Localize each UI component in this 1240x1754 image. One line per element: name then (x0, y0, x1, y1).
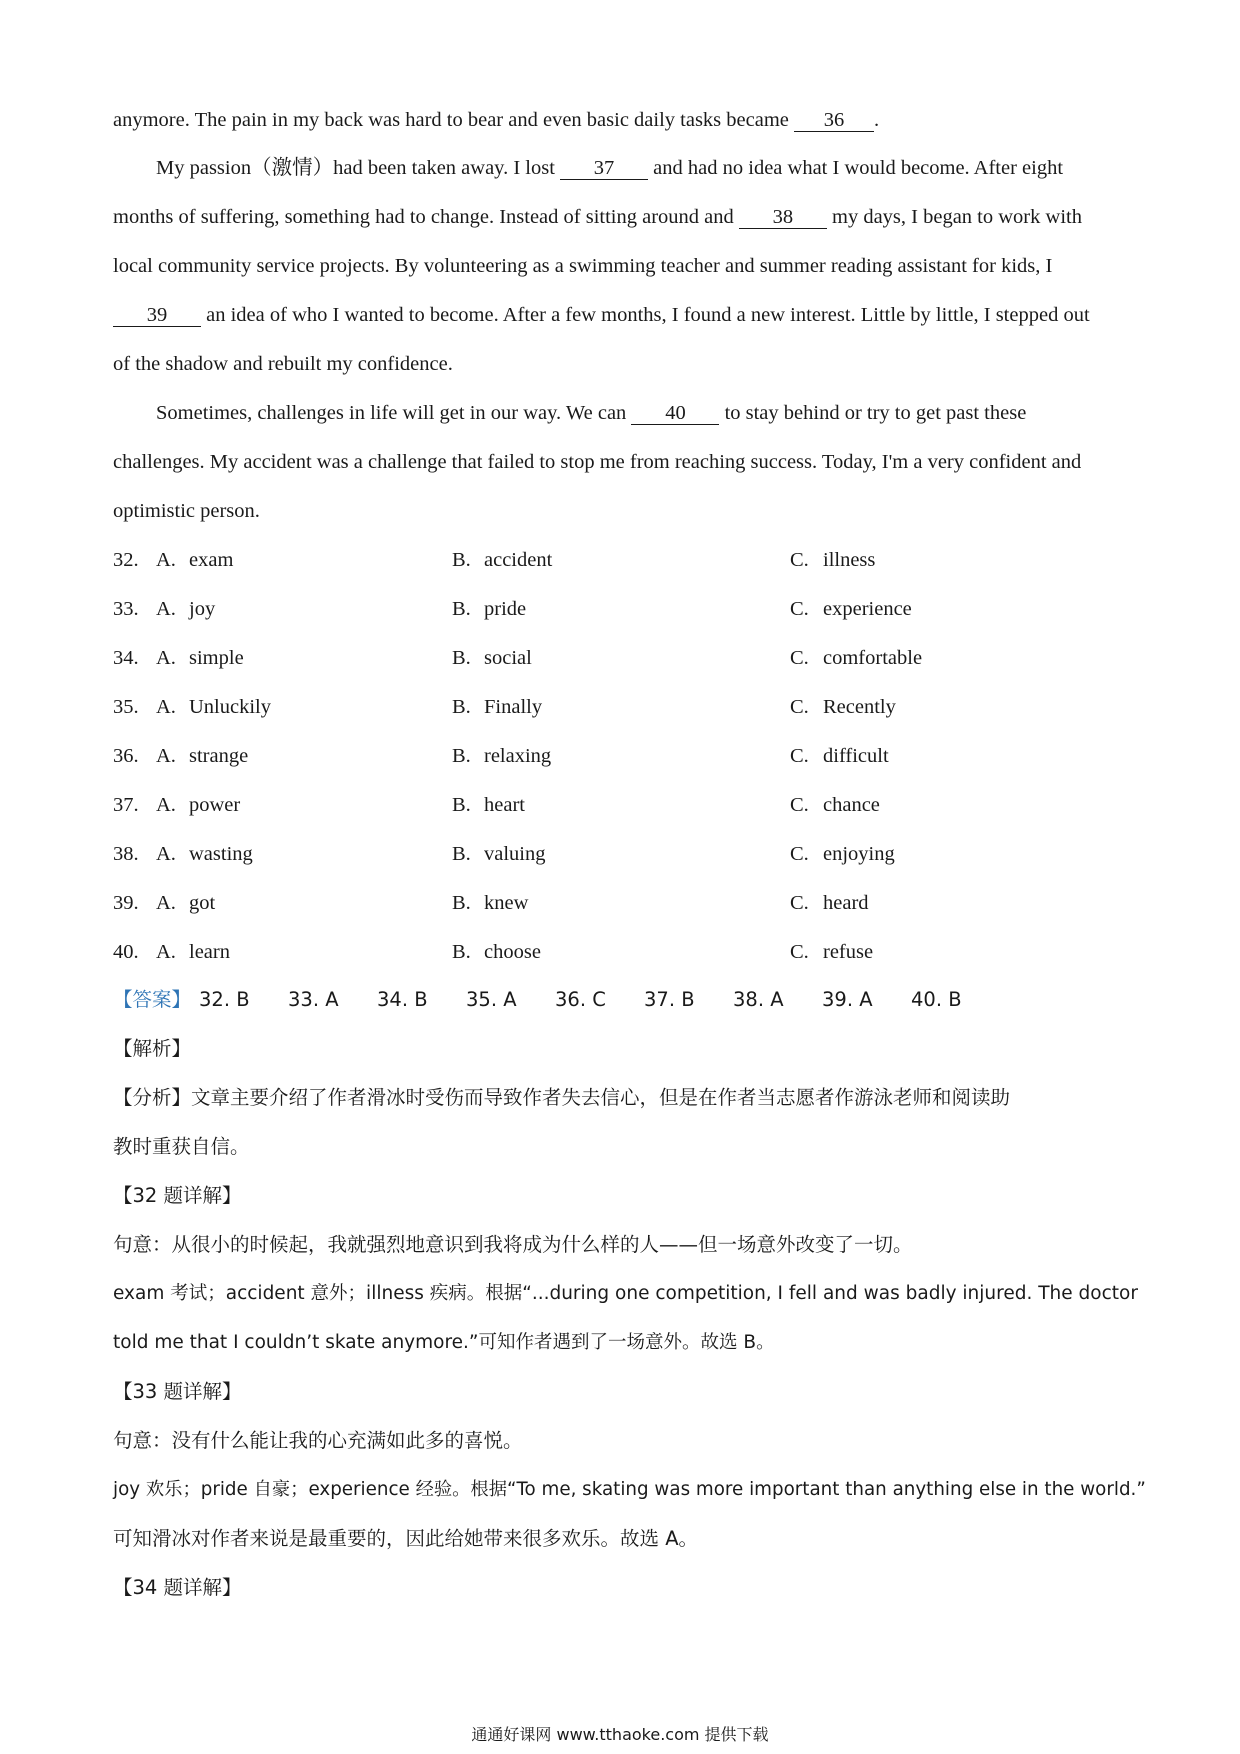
option-label: A. (156, 696, 176, 718)
option-text: simple (189, 647, 244, 669)
option-label: B. (452, 892, 471, 914)
answer-tag: 【答案】 (113, 988, 192, 1011)
option-label: A. (156, 941, 176, 963)
passage-line (156, 399, 1176, 427)
option-label: C. (790, 794, 809, 816)
answer-item: 32. B (199, 988, 250, 1011)
option-label: C. (790, 598, 809, 620)
q33-sentence: 句意：没有什么能让我的心充满如此多的喜悦。 (113, 1429, 523, 1452)
passage-line (156, 154, 1176, 182)
q32-explanation: exam 考试；accident 意外；illness 疾病。根据“...during one competition, I fell and was badly injured. The doctor (113, 1283, 1138, 1304)
question-number: 39. (113, 892, 139, 914)
option-text: wasting (189, 843, 253, 865)
question-number: 34. (113, 647, 139, 669)
passage-text: months of suffering, something had to change. Instead of sitting around and (113, 206, 734, 228)
analysis-summary: 教时重获自信。 (113, 1135, 250, 1158)
answer-item: 39. A (822, 988, 873, 1011)
passage-text: an idea of who I wanted to become. After a few months, I found a new interest. Little by little, I stepped out (206, 304, 1090, 326)
option-text: comfortable (823, 647, 923, 669)
option-label: B. (452, 745, 471, 767)
option-text: difficult (823, 745, 889, 767)
option-text: heart (484, 794, 525, 816)
question-number: 38. (113, 843, 139, 865)
option-label: B. (452, 941, 471, 963)
answer-item: 38. A (733, 988, 784, 1011)
option-text: Recently (823, 696, 896, 718)
option-text: relaxing (484, 745, 552, 767)
question-row (113, 693, 1133, 721)
q34-heading: 【34 题详解】 (113, 1576, 242, 1599)
answer-item: 37. B (644, 988, 695, 1011)
analysis-tag: 【解析】 (113, 1037, 192, 1060)
blank-36: 36 (794, 109, 874, 132)
passage-text: . (874, 109, 880, 131)
passage-line: local community service projects. By volunteering as a swimming teacher and summer reading assistant for kids, I (113, 255, 1053, 277)
answer-item: 40. B (911, 988, 962, 1011)
option-label: A. (156, 794, 176, 816)
option-text: experience (823, 598, 912, 620)
option-label: B. (452, 647, 471, 669)
question-number: 37. (113, 794, 139, 816)
option-text: pride (484, 598, 527, 620)
question-number: 40. (113, 941, 139, 963)
option-text: accident (484, 549, 553, 571)
passage-line (113, 106, 1133, 134)
passage-text: to stay behind or try to get past these (724, 402, 1027, 424)
option-text: got (189, 892, 216, 914)
option-label: B. (452, 696, 471, 718)
option-label: A. (156, 892, 176, 914)
passage-text: my days, I began to work with (832, 206, 1082, 228)
q33-explanation: 可知滑冰对作者来说是最重要的，因此给她带来很多欢乐。故选 A。 (113, 1527, 699, 1550)
passage-line: optimistic person. (113, 500, 260, 522)
blank-38: 38 (739, 206, 827, 229)
option-label: A. (156, 647, 176, 669)
option-label: C. (790, 696, 809, 718)
q32-heading: 【32 题详解】 (113, 1184, 242, 1207)
question-row (113, 644, 1133, 672)
question-row (113, 742, 1133, 770)
passage-line: challenges. My accident was a challenge that failed to stop me from reaching success. Today, I'm a very confident and (113, 451, 1082, 473)
option-label: C. (790, 549, 809, 571)
answer-item: 35. A (466, 988, 517, 1011)
option-text: joy (189, 598, 216, 620)
option-text: valuing (484, 843, 546, 865)
option-text: exam (189, 549, 234, 571)
question-row (113, 546, 1133, 574)
option-label: B. (452, 598, 471, 620)
analysis-summary: 【分析】文章主要介绍了作者滑冰时受伤而导致作者失去信心，但是在作者当志愿者作游泳老师和阅读助 (113, 1086, 1011, 1109)
question-row (113, 791, 1133, 819)
option-label: A. (156, 598, 176, 620)
question-row (113, 595, 1133, 623)
option-label: C. (790, 941, 809, 963)
option-text: learn (189, 941, 230, 963)
question-number: 36. (113, 745, 139, 767)
passage-text: Sometimes, challenges in life will get in our way. We can (156, 402, 627, 424)
passage-line: of the shadow and rebuilt my confidence. (113, 353, 453, 375)
question-number: 35. (113, 696, 139, 718)
option-label: C. (790, 843, 809, 865)
option-label: C. (790, 647, 809, 669)
option-text: choose (484, 941, 541, 963)
option-text: chance (823, 794, 880, 816)
answer-item: 33. A (288, 988, 339, 1011)
q32-explanation: told me that I couldn’t skate anymore.”可知作者遇到了一场意外。故选 B。 (113, 1332, 775, 1353)
answer-item: 34. B (377, 988, 428, 1011)
option-label: A. (156, 745, 176, 767)
option-text: heard (823, 892, 869, 914)
blank-40: 40 (631, 402, 719, 425)
option-text: illness (823, 549, 876, 571)
option-text: power (189, 794, 241, 816)
answer-item: 36. C (555, 988, 606, 1011)
passage-line (113, 203, 1133, 231)
q33-heading: 【33 题详解】 (113, 1380, 242, 1403)
option-text: Finally (484, 696, 543, 718)
option-label: C. (790, 892, 809, 914)
option-text: enjoying (823, 843, 895, 865)
option-label: B. (452, 843, 471, 865)
option-text: social (484, 647, 532, 669)
question-number: 33. (113, 598, 139, 620)
passage-text: anymore. The pain in my back was hard to bear and even basic daily tasks became (113, 109, 789, 131)
option-text: knew (484, 892, 529, 914)
option-label: A. (156, 843, 176, 865)
question-row (113, 938, 1133, 966)
option-label: B. (452, 794, 471, 816)
blank-37: 37 (560, 157, 648, 180)
blank-39: 39 (113, 304, 201, 327)
q32-sentence: 句意：从很小的时候起，我就强烈地意识到我将成为什么样的人——但一场意外改变了一切。 (113, 1233, 913, 1256)
option-text: strange (189, 745, 249, 767)
question-number: 32. (113, 549, 139, 571)
option-label: A. (156, 549, 176, 571)
page-footer: 通通好课网 www.tthaoke.com 提供下载 (471, 1725, 769, 1744)
option-label: C. (790, 745, 809, 767)
passage-text: My passion（激情）had been taken away. I lost (156, 157, 555, 179)
option-text: Unluckily (189, 696, 271, 718)
passage-line (113, 301, 1133, 329)
question-row (113, 889, 1133, 917)
option-text: refuse (823, 941, 874, 963)
q33-explanation: joy 欢乐；pride 自豪；experience 经验。根据“To me, skating was more important than anything else in the world.” (113, 1479, 1146, 1500)
question-row (113, 840, 1133, 868)
option-label: B. (452, 549, 471, 571)
passage-text: and had no idea what I would become. After eight (653, 157, 1064, 179)
